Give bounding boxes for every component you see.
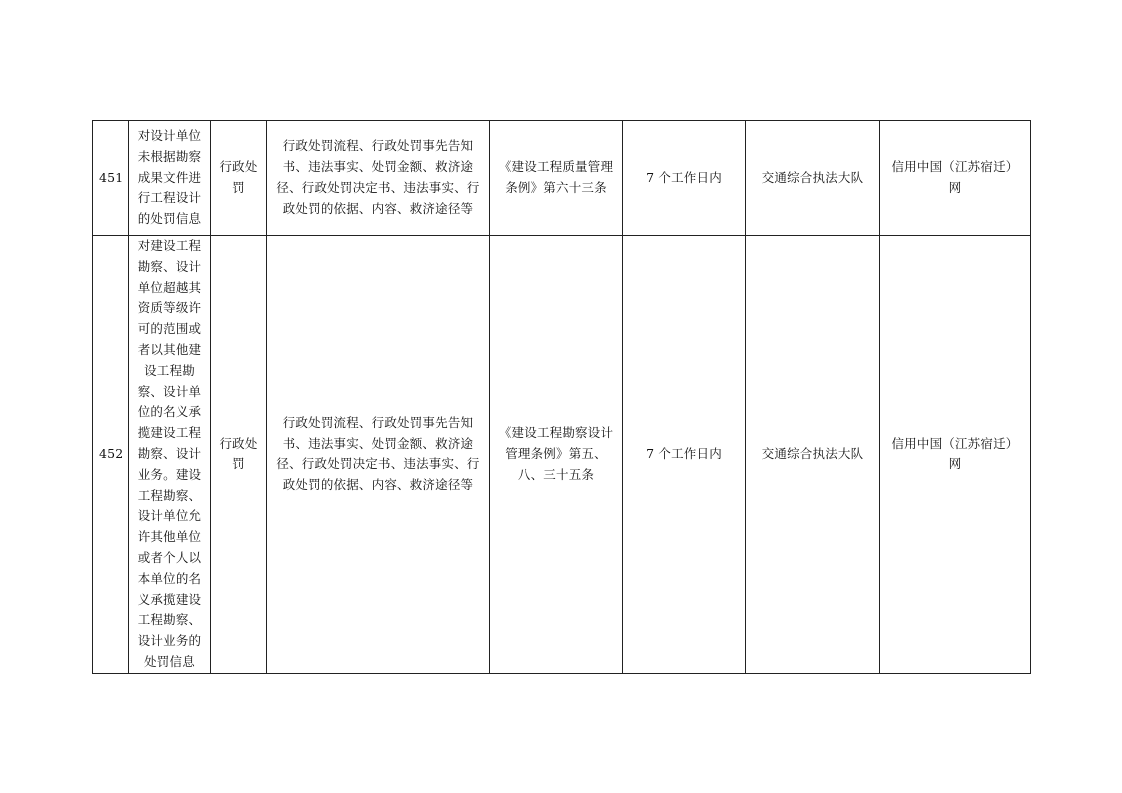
row-number: 451 — [93, 121, 129, 236]
legal-basis: 《建设工程质量管理条例》第六十三条 — [490, 121, 623, 236]
disclosure-content: 行政处罚流程、行政处罚事先告知书、违法事实、处罚金额、救济途径、行政处罚决定书、违法事实、行政处罚的依据、内容、救济途径等 — [267, 121, 490, 236]
responsible-department: 交通综合执法大队 — [746, 121, 880, 236]
item-name: 对建设工程勘察、设计单位超越其资质等级许可的范围或者以其他建设工程勘察、设计单位的名义承揽建设工程勘察、设计业务。建设工程勘察、设计单位允许其他单位或者个人以本单位的名义承揽建设工程勘察、设计业务的处罚信息 — [129, 236, 211, 674]
table-row — [93, 236, 1031, 674]
legal-basis: 《建设工程勘察设计管理条例》第五、八、三十五条 — [490, 236, 623, 674]
table-row — [93, 121, 1031, 236]
item-category: 行政处罚 — [211, 121, 267, 236]
item-category: 行政处罚 — [211, 236, 267, 674]
responsible-department: 交通综合执法大队 — [746, 236, 880, 674]
disclosure-content: 行政处罚流程、行政处罚事先告知书、违法事实、处罚金额、救济途径、行政处罚决定书、违法事实、行政处罚的依据、内容、救济途径等 — [267, 236, 490, 674]
disclosure-period: 7 个工作日内 — [623, 236, 746, 674]
disclosure-channel: 信用中国（江苏宿迁）网 — [880, 236, 1031, 674]
disclosure-period: 7 个工作日内 — [623, 121, 746, 236]
row-number: 452 — [93, 236, 129, 674]
disclosure-table — [92, 120, 1031, 674]
disclosure-channel: 信用中国（江苏宿迁）网 — [880, 121, 1031, 236]
item-name: 对设计单位未根据勘察成果文件进行工程设计的处罚信息 — [129, 121, 211, 236]
